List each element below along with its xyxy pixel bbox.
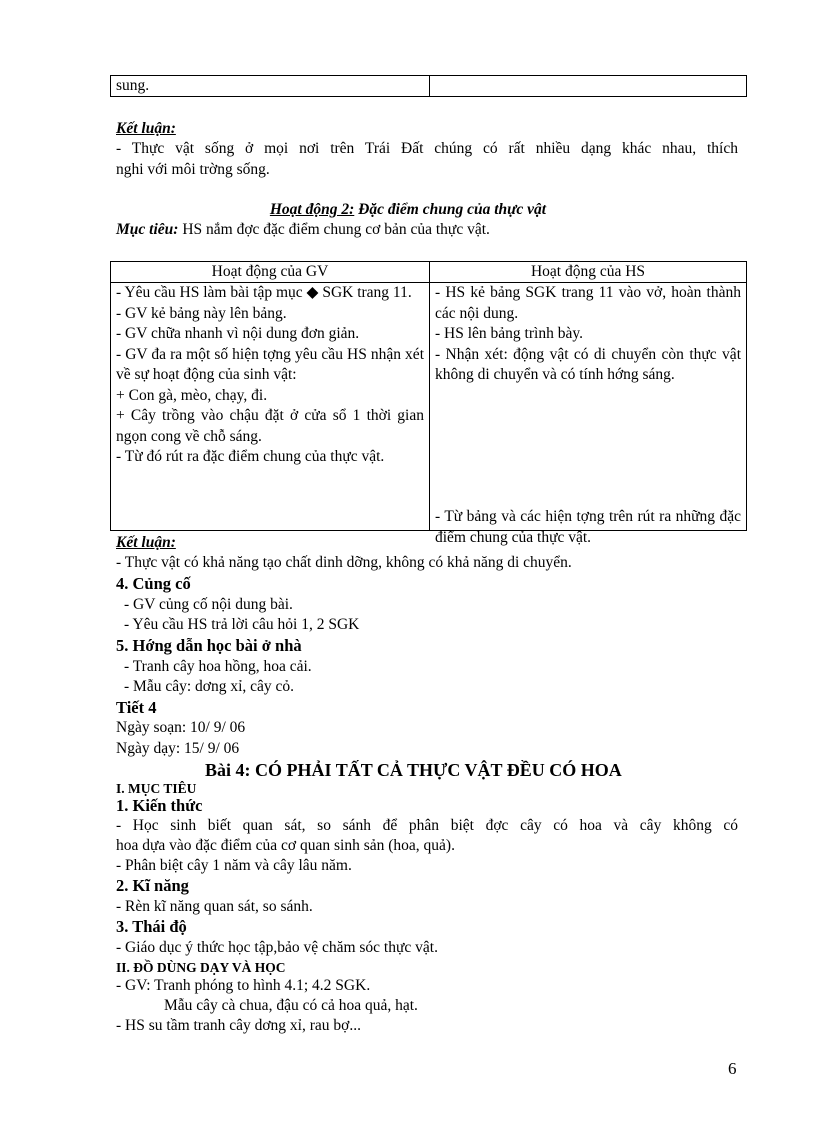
ki-nang-line: - Rèn kĩ năng quan sát, so sánh.	[116, 898, 313, 915]
gv-item: - GV chữa nhanh vì nội dung đơn giản.	[116, 325, 360, 342]
hoat-dong-2-title	[0, 200, 816, 220]
header-hs: Hoạt động của HS	[430, 262, 747, 283]
ket-luan-1-line2: nghi với môi trờng sống.	[116, 161, 270, 178]
kien-thuc-line1: - Học sinh biết quan sát, so sánh để phân biệt đợc cây có hoa và cây không có	[116, 817, 738, 834]
hs-item: - HS kẻ bảng SGK trang 11 vào vở, hoàn thành các nội dung.	[435, 284, 741, 322]
huong-dan-item: - Mẫu cây: dơng xỉ, cây cỏ.	[124, 678, 295, 695]
muc-tieu-heading: I. MỤC TIÊU	[116, 781, 197, 796]
kien-thuc-line2: hoa dựa vào đặc điểm của cơ quan sinh sản (hoa, quả).	[116, 837, 455, 854]
cung-co-item: - Yêu cầu HS trả lời câu hỏi 1, 2 SGK	[124, 616, 360, 633]
ngay-day: Ngày dạy: 15/ 9/ 06	[116, 740, 240, 757]
kien-thuc-line3: - Phân biệt cây 1 năm và cây lâu năm.	[116, 857, 352, 874]
hs-item: - Nhận xét: động vật có di chuyển còn thực vật không di chuyển và có tính hớng sáng.	[435, 345, 741, 383]
hoat-dong-2-label: Hoạt động 2:	[269, 201, 355, 218]
do-dung-line3: - HS su tầm tranh cây dơng xỉ, rau bợ...	[116, 1017, 361, 1034]
do-dung-line2: Mẫu cây cà chua, đậu có cả hoa quả, hạt.	[164, 997, 418, 1014]
top-table-left-cell: sung.	[111, 76, 430, 97]
gv-item: - GV kẻ bảng này lên bảng.	[116, 304, 287, 322]
huong-dan-heading: 5. Hớng dẫn học bài ở nhà	[116, 636, 302, 655]
muc-tieu-line	[116, 220, 490, 240]
tiet-heading: Tiết 4	[116, 698, 157, 717]
ket-luan-2-line1: - Thực vật có khả năng tạo chất dinh dỡng, không có khả năng di chuyển.	[116, 554, 572, 571]
thai-do-heading: 3. Thái độ	[116, 917, 187, 936]
page-number: 6	[728, 1059, 737, 1078]
top-table-right-cell	[430, 76, 747, 97]
ngay-soan: Ngày soạn: 10/ 9/ 06	[116, 719, 246, 736]
bai-label: Bài 4:	[205, 760, 251, 780]
ket-luan-1-label: Kết luận:	[116, 120, 176, 137]
ki-nang-heading: 2. Kĩ năng	[116, 876, 189, 895]
gv-item: - Yêu cầu HS làm bài tập mục ◆ SGK trang 11.	[116, 284, 412, 301]
huong-dan-item: - Tranh cây hoa hồng, hoa cải.	[124, 658, 312, 675]
ket-luan-2-label: Kết luận:	[116, 534, 176, 551]
bai-title-text: CÓ PHẢI TẤT CẢ THỰC VẬT ĐỀU CÓ HOA	[250, 760, 622, 780]
do-dung-line1: - GV: Tranh phóng to hình 4.1; 4.2 SGK.	[116, 977, 371, 994]
hs-item: - Từ bảng và các hiện tợng trên rút ra những đặc điểm chung của thực vật.	[435, 508, 741, 546]
hs-cell	[430, 283, 747, 546]
ket-luan-1-line1: - Thực vật sống ở mọi nơi trên Trái Đất chúng có rất nhiều dạng khác nhau, thích	[116, 140, 738, 157]
gv-item: + Cây trồng vào chậu đặt ở cửa sổ 1 thời gian ngọn cong về chỗ sáng.	[116, 407, 424, 445]
kien-thuc-heading: 1. Kiến thức	[116, 796, 203, 815]
bai-title	[205, 759, 622, 781]
muc-tieu-text: HS nắm đợc đặc điểm chung cơ bản của thực vật.	[178, 221, 490, 238]
do-dung-heading: II. ĐỒ DÙNG DẠY VÀ HỌC	[116, 960, 286, 975]
hs-item: - HS lên bảng trình bày.	[435, 325, 583, 342]
top-table	[110, 75, 747, 97]
gv-item: - Từ đó rút ra đặc điểm chung của thực vật.	[116, 448, 385, 465]
header-gv: Hoạt động của GV	[111, 262, 430, 283]
gv-item: + Con gà, mèo, chạy, đi.	[116, 386, 268, 404]
thai-do-line: - Giáo dục ý thức học tập,bảo vệ chăm sóc thực vật.	[116, 939, 438, 956]
gv-item: - GV đa ra một số hiện tợng yêu cầu HS nhận xét về sự hoạt động của sinh vật:	[116, 345, 424, 383]
cung-co-heading: 4. Củng cố	[116, 574, 191, 593]
gv-cell	[111, 283, 430, 531]
muc-tieu-label: Mục tiêu:	[116, 221, 179, 238]
cung-co-item: - GV củng cố nội dung bài.	[124, 596, 293, 613]
hoat-dong-2-text: Đặc điểm chung của thực vật	[354, 201, 547, 218]
